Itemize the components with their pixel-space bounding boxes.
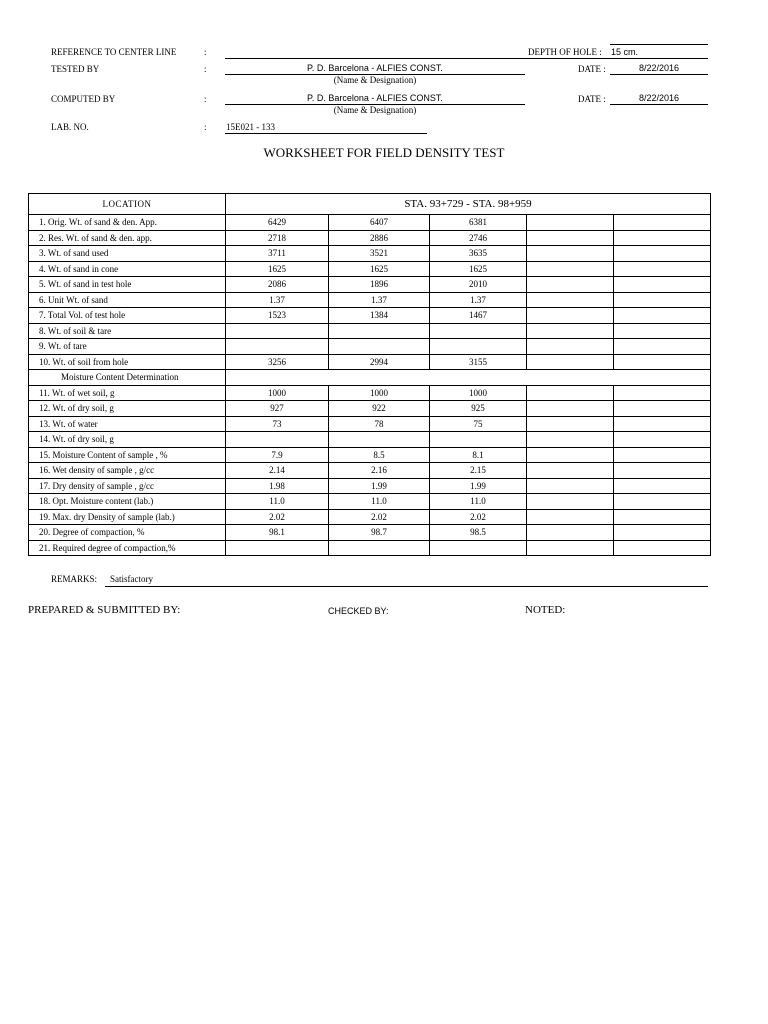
value-cell: 2.02 (226, 509, 329, 525)
value-cell: 6407 (329, 215, 430, 231)
table-row (29, 354, 711, 370)
noted-label: NOTED: (525, 604, 566, 616)
value-cell: 98.7 (329, 525, 430, 541)
value-cell (226, 432, 329, 448)
value-cell (614, 385, 711, 401)
value-cell (614, 215, 711, 231)
value-cell (527, 432, 614, 448)
row-label: 21. Required degree of compaction,% (29, 540, 226, 556)
value-cell: 1.37 (226, 292, 329, 308)
value-cell: 2.02 (430, 509, 527, 525)
value-cell: 1.37 (430, 292, 527, 308)
value-cell (614, 463, 711, 479)
row-label: 15. Moisture Content of sample , % (29, 447, 226, 463)
value-cell (430, 432, 527, 448)
value-cell (226, 339, 329, 355)
station-header: STA. 93+729 - STA. 98+959 (226, 194, 711, 215)
table-row (29, 494, 711, 510)
value-cell (527, 323, 614, 339)
row-label: 3. Wt. of sand used (29, 246, 226, 262)
value-cell: 927 (226, 401, 329, 417)
computed-date-line (610, 104, 708, 105)
row-label: 10. Wt. of soil from hole (29, 354, 226, 370)
table-row (29, 308, 711, 324)
value-cell (527, 292, 614, 308)
value-cell (614, 447, 711, 463)
value-cell: 1896 (329, 277, 430, 293)
density-table (28, 193, 711, 556)
value-cell (430, 339, 527, 355)
tested-by-note: (Name & Designation) (333, 75, 417, 85)
table-row (29, 463, 711, 479)
row-label: 7. Total Vol. of test hole (29, 308, 226, 324)
value-cell: 2.02 (329, 509, 430, 525)
value-cell (329, 540, 430, 556)
value-cell: 1.37 (329, 292, 430, 308)
row-label: 14. Wt. of dry soil, g (29, 432, 226, 448)
row-label: 16. Wet density of sample , g/cc (29, 463, 226, 479)
value-cell: 8.5 (329, 447, 430, 463)
table-row (29, 447, 711, 463)
table-row (29, 261, 711, 277)
value-cell (527, 261, 614, 277)
value-cell: 2718 (226, 230, 329, 246)
value-cell: 7.9 (226, 447, 329, 463)
value-cell (527, 385, 614, 401)
table-row (29, 509, 711, 525)
value-cell (614, 354, 711, 370)
table-row (29, 432, 711, 448)
value-cell: 11.0 (226, 494, 329, 510)
value-cell: 3521 (329, 246, 430, 262)
value-cell (614, 540, 711, 556)
remarks-line (105, 586, 708, 587)
value-cell: 1000 (329, 385, 430, 401)
value-cell: 1467 (430, 308, 527, 324)
lab-no-label: LAB. NO. (51, 122, 89, 132)
value-cell: 2746 (430, 230, 527, 246)
value-cell: 3635 (430, 246, 527, 262)
page-title: WORKSHEET FOR FIELD DENSITY TEST (263, 145, 505, 160)
value-cell: 2.16 (329, 463, 430, 479)
tested-date-line (610, 74, 708, 75)
value-cell (527, 401, 614, 417)
depth-label: DEPTH OF HOLE : (528, 47, 602, 57)
table-row (29, 215, 711, 231)
row-label: 19. Max. dry Density of sample (lab.) (29, 509, 226, 525)
depth-top-line (610, 44, 708, 45)
value-cell (614, 261, 711, 277)
value-cell (527, 416, 614, 432)
value-cell (527, 478, 614, 494)
value-cell: 3711 (226, 246, 329, 262)
lab-no-line (225, 133, 427, 134)
table-row (29, 416, 711, 432)
value-cell: 2086 (226, 277, 329, 293)
computed-date-value: 8/22/2016 (638, 93, 680, 103)
colon: : (204, 64, 207, 74)
value-cell: 78 (329, 416, 430, 432)
table-row (29, 370, 711, 386)
value-cell (527, 230, 614, 246)
value-cell (614, 323, 711, 339)
value-cell: 925 (430, 401, 527, 417)
value-cell (614, 292, 711, 308)
computed-by-note: (Name & Designation) (333, 105, 417, 115)
value-cell (614, 308, 711, 324)
table-row (29, 525, 711, 541)
value-cell: 1625 (430, 261, 527, 277)
row-label: 12. Wt. of dry soil, g (29, 401, 226, 417)
value-cell (527, 308, 614, 324)
value-cell: 73 (226, 416, 329, 432)
value-cell: 98.5 (430, 525, 527, 541)
value-cell (614, 494, 711, 510)
value-cell (614, 432, 711, 448)
row-label: 17. Dry density of sample , g/cc (29, 478, 226, 494)
value-cell: 11.0 (430, 494, 527, 510)
value-cell (527, 339, 614, 355)
value-cell: 6429 (226, 215, 329, 231)
value-cell: 2886 (329, 230, 430, 246)
value-cell (614, 525, 711, 541)
row-label: 9. Wt. of tare (29, 339, 226, 355)
value-cell (329, 323, 430, 339)
row-label: 6. Unit Wt. of sand (29, 292, 226, 308)
table-row (29, 385, 711, 401)
value-cell: 11.0 (329, 494, 430, 510)
value-cell (614, 401, 711, 417)
value-cell (614, 416, 711, 432)
table-row (29, 323, 711, 339)
checked-by-label: CHECKED BY: (328, 606, 389, 616)
row-label: 11. Wt. of wet soil, g (29, 385, 226, 401)
value-cell: 1.98 (226, 478, 329, 494)
row-label: 18. Opt. Moisture content (lab.) (29, 494, 226, 510)
table-row (29, 401, 711, 417)
computed-by-value: P. D. Barcelona - ALFIES CONST. (307, 93, 443, 103)
remarks-value: Satisfactory (110, 574, 153, 584)
value-cell: 1000 (226, 385, 329, 401)
table-row (29, 277, 711, 293)
value-cell: 1523 (226, 308, 329, 324)
section-fill (226, 370, 711, 386)
row-label: 1. Orig. Wt. of sand & den. App. (29, 215, 226, 231)
value-cell (527, 525, 614, 541)
value-cell: 6381 (430, 215, 527, 231)
value-cell: 1625 (226, 261, 329, 277)
table-row (29, 540, 711, 556)
value-cell (527, 215, 614, 231)
computed-date-label: DATE : (578, 94, 606, 104)
value-cell (527, 540, 614, 556)
table-row (29, 339, 711, 355)
value-cell (614, 339, 711, 355)
value-cell: 2.14 (226, 463, 329, 479)
tested-by-label: TESTED BY (51, 64, 100, 74)
value-cell (226, 323, 329, 339)
colon: : (204, 47, 207, 57)
value-cell (614, 230, 711, 246)
section-label: Moisture Content Determination (29, 370, 226, 386)
value-cell (527, 509, 614, 525)
tested-date-value: 8/22/2016 (638, 63, 680, 73)
computed-by-label: COMPUTED BY (51, 94, 116, 104)
value-cell (614, 478, 711, 494)
value-cell (430, 323, 527, 339)
reference-label: REFERENCE TO CENTER LINE (51, 47, 177, 57)
row-label: 2. Res. Wt. of sand & den. app. (29, 230, 226, 246)
row-label: 13. Wt. of water (29, 416, 226, 432)
value-cell (527, 447, 614, 463)
value-cell (614, 509, 711, 525)
value-cell (614, 277, 711, 293)
colon: : (204, 122, 207, 132)
depth-value: 15 cm. (611, 47, 639, 57)
value-cell: 1000 (430, 385, 527, 401)
table-row (29, 292, 711, 308)
value-cell: 75 (430, 416, 527, 432)
row-label: 20. Degree of compaction, % (29, 525, 226, 541)
value-cell: 922 (329, 401, 430, 417)
value-cell (527, 354, 614, 370)
value-cell: 2.15 (430, 463, 527, 479)
value-cell (430, 540, 527, 556)
value-cell: 1.99 (430, 478, 527, 494)
value-cell: 1625 (329, 261, 430, 277)
value-cell (329, 432, 430, 448)
value-cell (527, 277, 614, 293)
value-cell: 1384 (329, 308, 430, 324)
value-cell: 2994 (329, 354, 430, 370)
value-cell (527, 246, 614, 262)
value-cell: 8.1 (430, 447, 527, 463)
table-header-row (29, 194, 711, 215)
value-cell: 3155 (430, 354, 527, 370)
value-cell: 2010 (430, 277, 527, 293)
prepared-by-label: PREPARED & SUBMITTED BY: (28, 604, 181, 616)
table-row (29, 478, 711, 494)
value-cell (527, 494, 614, 510)
location-header: LOCATION (29, 194, 226, 215)
row-label: 5. Wt. of sand in test hole (29, 277, 226, 293)
row-label: 8. Wt. of soil & tare (29, 323, 226, 339)
table-row (29, 246, 711, 262)
tested-by-value: P. D. Barcelona - ALFIES CONST. (307, 63, 443, 73)
value-cell (329, 339, 430, 355)
value-cell: 1.99 (329, 478, 430, 494)
value-cell: 98.1 (226, 525, 329, 541)
remarks-label: REMARKS: (51, 574, 98, 584)
colon: : (204, 94, 207, 104)
lab-no-value: 15E021 - 133 (226, 122, 275, 132)
table-row (29, 230, 711, 246)
value-cell (527, 463, 614, 479)
tested-date-label: DATE : (578, 64, 606, 74)
value-cell (614, 246, 711, 262)
reference-line (225, 58, 708, 59)
value-cell (226, 540, 329, 556)
row-label: 4. Wt. of sand in cone (29, 261, 226, 277)
value-cell: 3256 (226, 354, 329, 370)
